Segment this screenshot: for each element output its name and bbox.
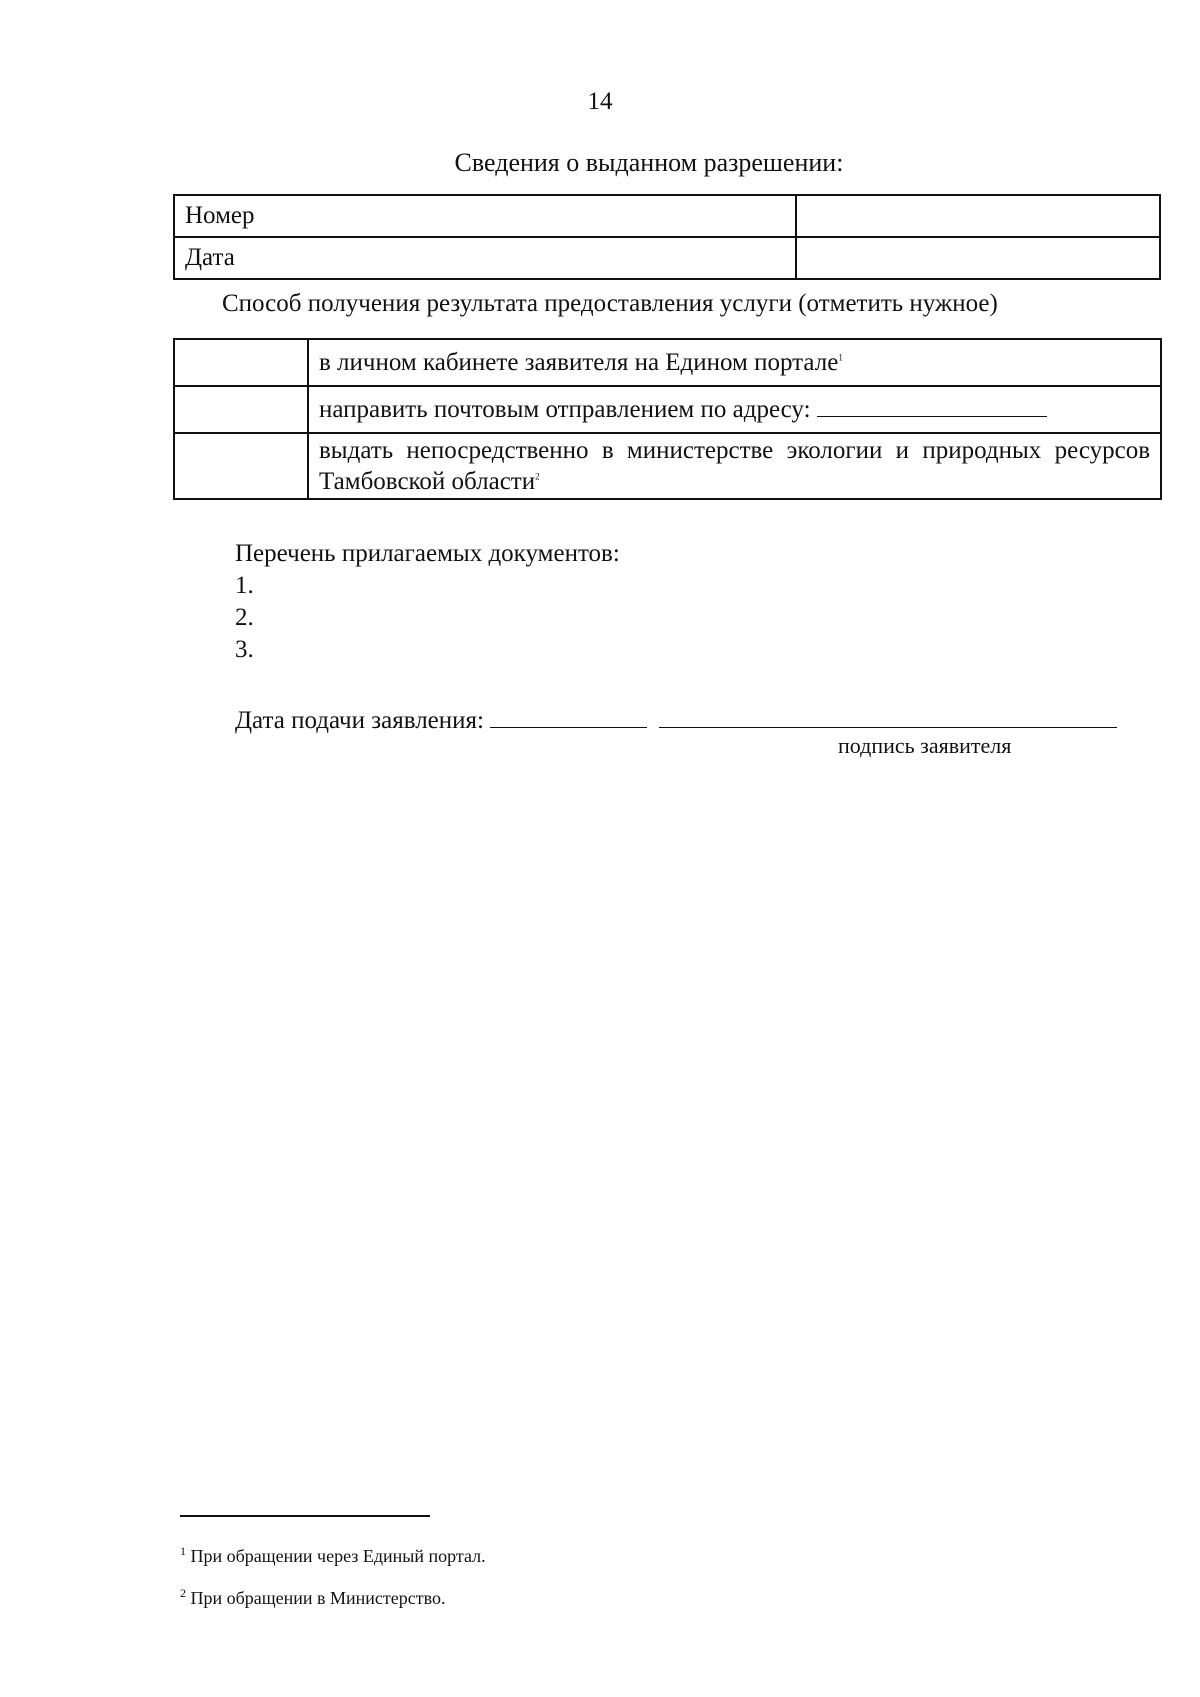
option-checkbox-portal[interactable] [174,339,308,386]
permit-section-heading: Сведения о выданном разрешении: [454,148,844,177]
option-portal [308,339,1161,386]
address-blank[interactable] [817,398,1047,417]
option-label: выдать непосредственно в министерстве экологии и природных ресурсов Тамбовской области [319,437,1150,495]
option-ministry [308,433,1161,499]
documents-list [235,538,620,666]
footnote-1 [180,1546,486,1567]
table-row [174,433,1161,499]
submission-row [235,705,1117,735]
footnote-text: При обращении в Министерство. [190,1588,446,1608]
permit-date-label: Дата [174,237,796,279]
table-row [174,386,1161,433]
footnote-marker: 2 [180,1586,186,1600]
footnote-marker: 1 [838,352,843,363]
result-method-table [173,338,1162,500]
permit-number-label: Номер [174,195,796,237]
footnote-2 [180,1588,446,1609]
permit-date-field[interactable] [796,237,1160,279]
submission-date-label: Дата подачи заявления: [235,707,484,734]
result-method-heading: Способ получения результата предоставления услуги (отметить нужное) [222,290,998,317]
table-row [174,339,1161,386]
list-item: 1. [235,572,254,599]
option-label: в личном кабинете заявителя на Едином портале [319,349,839,376]
list-item: 3. [235,636,254,663]
footnote-marker: 2 [535,471,540,482]
table-row [174,195,1160,237]
option-label: направить почтовым отправлением по адресу: [319,396,811,423]
footnote-text: При обращении через Единый портал. [190,1546,486,1566]
list-item: 2. [235,604,254,631]
option-mail [308,386,1161,433]
submission-date-blank[interactable] [490,705,647,728]
signature-caption: подпись заявителя [838,733,1012,758]
permit-number-field[interactable] [796,195,1160,237]
signature-blank[interactable] [659,705,1117,728]
option-checkbox-ministry[interactable] [174,433,308,499]
permit-info-table [173,194,1161,280]
page-number: 14 [587,88,613,115]
footnote-divider [180,1515,430,1517]
footnote-marker: 1 [180,1544,186,1558]
option-checkbox-mail[interactable] [174,386,308,433]
documents-heading: Перечень прилагаемых документов: [235,540,620,567]
table-row [174,237,1160,279]
